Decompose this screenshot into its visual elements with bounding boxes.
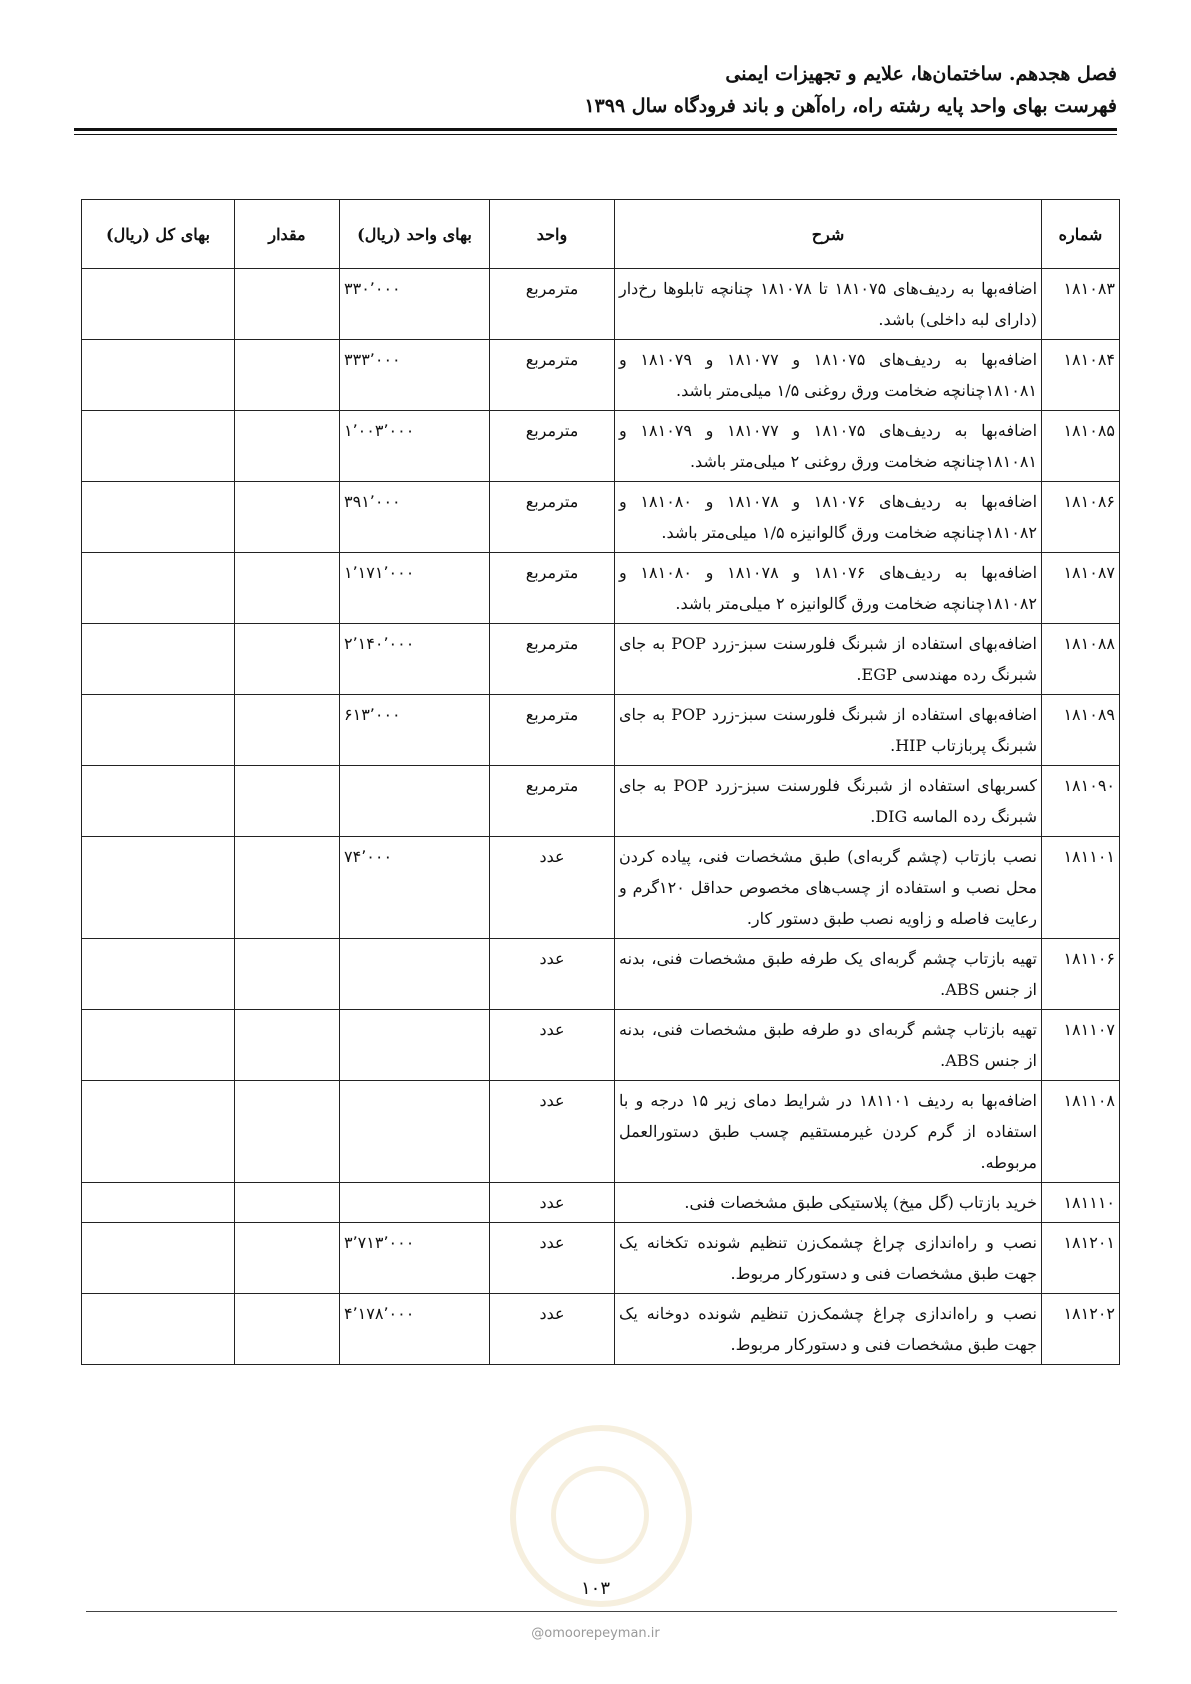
row-number: ۱۸۱۰۸۳ bbox=[1042, 269, 1120, 340]
table-body bbox=[82, 269, 1120, 1365]
row-total-price bbox=[82, 1223, 235, 1294]
footer-rule bbox=[86, 1611, 1117, 1612]
header-unit-price: بهای واحد (ریال) bbox=[340, 200, 490, 269]
row-unit: مترمربع bbox=[490, 695, 615, 766]
row-number: ۱۸۱۲۰۱ bbox=[1042, 1223, 1120, 1294]
row-total-price bbox=[82, 837, 235, 939]
row-number: ۱۸۱۱۰۶ bbox=[1042, 939, 1120, 1010]
page-header bbox=[74, 58, 1117, 122]
table-row bbox=[82, 695, 1120, 766]
row-number: ۱۸۱۱۰۱ bbox=[1042, 837, 1120, 939]
row-unit-price: ۴٬۱۷۸٬۰۰۰ bbox=[340, 1294, 490, 1365]
row-description: خرید بازتاب (گل میخ) پلاستیکی طبق مشخصات فنی. bbox=[615, 1183, 1042, 1223]
row-unit-price bbox=[340, 1183, 490, 1223]
row-unit-price: ۳٬۷۱۳٬۰۰۰ bbox=[340, 1223, 490, 1294]
row-number: ۱۸۱۰۸۴ bbox=[1042, 340, 1120, 411]
row-total-price bbox=[82, 1010, 235, 1081]
row-unit-price: ۷۴٬۰۰۰ bbox=[340, 837, 490, 939]
row-quantity bbox=[235, 1183, 340, 1223]
header-number: شماره bbox=[1042, 200, 1120, 269]
table-row bbox=[82, 837, 1120, 939]
table-row bbox=[82, 1223, 1120, 1294]
row-quantity bbox=[235, 269, 340, 340]
row-unit-price: ۱٬۰۰۳٬۰۰۰ bbox=[340, 411, 490, 482]
header-description: شرح bbox=[615, 200, 1042, 269]
row-total-price bbox=[82, 269, 235, 340]
row-unit: مترمربع bbox=[490, 269, 615, 340]
row-total-price bbox=[82, 695, 235, 766]
row-description: تهیه بازتاب چشم گربه‌ای دو طرفه طبق مشخصات فنی، بدنه از جنس ABS. bbox=[615, 1010, 1042, 1081]
row-description: اضافه‌بها به ردیف‌های ۱۸۱۰۷۵ و ۱۸۱۰۷۷ و ۱۸۱۰۷۹ و ۱۸۱۰۸۱چنانچه ضخامت ورق روغنی ۱/۵ میلی‌متر باشد. bbox=[615, 340, 1042, 411]
table-row bbox=[82, 1294, 1120, 1365]
table-row bbox=[82, 340, 1120, 411]
row-number: ۱۸۱۲۰۲ bbox=[1042, 1294, 1120, 1365]
row-unit-price bbox=[340, 939, 490, 1010]
table-row bbox=[82, 1010, 1120, 1081]
row-description: اضافه‌بهای استفاده از شبرنگ فلورسنت سبز-زرد POP به جای شبرنگ پربازتاب HIP. bbox=[615, 695, 1042, 766]
row-description: نصب بازتاب (چشم گربه‌ای) طبق مشخصات فنی، پیاده کردن محل نصب و استفاده از چسب‌های مخصوص حداقل ۱۲۰گرم و رعایت فاصله و زاویه نصب طبق دستور کار. bbox=[615, 837, 1042, 939]
chapter-title: فصل هجدهم. ساختمان‌ها، علایم و تجهیزات ایمنی bbox=[725, 63, 1117, 85]
row-number: ۱۸۱۰۸۷ bbox=[1042, 553, 1120, 624]
row-quantity bbox=[235, 1294, 340, 1365]
row-unit-price bbox=[340, 1010, 490, 1081]
row-total-price bbox=[82, 553, 235, 624]
table-row bbox=[82, 624, 1120, 695]
row-description: اضافه‌بها به ردیف ۱۸۱۱۰۱ در شرایط دمای زیر ۱۵ درجه و با استفاده از گرم کردن غیرمستقیم چسب طبق دستورالعمل مربوطه. bbox=[615, 1081, 1042, 1183]
table-row bbox=[82, 482, 1120, 553]
row-unit: عدد bbox=[490, 1294, 615, 1365]
row-total-price bbox=[82, 1183, 235, 1223]
table-row bbox=[82, 766, 1120, 837]
row-description: نصب و راه‌اندازی چراغ چشمک‌زن تنظیم شونده تکخانه یک جهت طبق مشخصات فنی و دستورکار مربوط. bbox=[615, 1223, 1042, 1294]
table-row bbox=[82, 553, 1120, 624]
row-number: ۱۸۱۰۸۹ bbox=[1042, 695, 1120, 766]
row-number: ۱۸۱۱۱۰ bbox=[1042, 1183, 1120, 1223]
row-number: ۱۸۱۰۸۵ bbox=[1042, 411, 1120, 482]
row-number: ۱۸۱۱۰۸ bbox=[1042, 1081, 1120, 1183]
table-row bbox=[82, 939, 1120, 1010]
row-description: اضافه‌بهای استفاده از شبرنگ فلورسنت سبز-زرد POP به جای شبرنگ رده مهندسی EGP. bbox=[615, 624, 1042, 695]
row-quantity bbox=[235, 1010, 340, 1081]
row-unit-price: ۳۳۰٬۰۰۰ bbox=[340, 269, 490, 340]
page-number: ۱۰۳ bbox=[580, 1578, 610, 1599]
row-description: کسربهای استفاده از شبرنگ فلورسنت سبز-زرد POP به جای شبرنگ رده الماسه DIG. bbox=[615, 766, 1042, 837]
row-number: ۱۸۱۰۹۰ bbox=[1042, 766, 1120, 837]
row-description: اضافه‌بها به ردیف‌های ۱۸۱۰۷۵ و ۱۸۱۰۷۷ و ۱۸۱۰۷۹ و ۱۸۱۰۸۱چنانچه ضخامت ورق روغنی ۲ میلی‌متر باشد. bbox=[615, 411, 1042, 482]
row-unit-price: ۳۹۱٬۰۰۰ bbox=[340, 482, 490, 553]
row-quantity bbox=[235, 939, 340, 1010]
table-row bbox=[82, 1081, 1120, 1183]
row-total-price bbox=[82, 766, 235, 837]
row-description: تهیه بازتاب چشم گربه‌ای یک طرفه طبق مشخصات فنی، بدنه از جنس ABS. bbox=[615, 939, 1042, 1010]
row-total-price bbox=[82, 482, 235, 553]
row-unit-price bbox=[340, 1081, 490, 1183]
row-total-price bbox=[82, 340, 235, 411]
row-quantity bbox=[235, 624, 340, 695]
row-quantity bbox=[235, 1081, 340, 1183]
row-total-price bbox=[82, 1294, 235, 1365]
row-quantity bbox=[235, 411, 340, 482]
header-unit: واحد bbox=[490, 200, 615, 269]
price-list-title: فهرست بهای واحد پایه رشته راه، راه‌آهن و باند فرودگاه سال ۱۳۹۹ bbox=[584, 95, 1117, 117]
row-number: ۱۸۱۰۸۶ bbox=[1042, 482, 1120, 553]
header-total-price: بهای کل (ریال) bbox=[82, 200, 235, 269]
table-row bbox=[82, 411, 1120, 482]
row-unit: عدد bbox=[490, 1223, 615, 1294]
row-quantity bbox=[235, 553, 340, 624]
row-unit-price: ۲٬۱۴۰٬۰۰۰ bbox=[340, 624, 490, 695]
table-row bbox=[82, 1183, 1120, 1223]
row-unit: عدد bbox=[490, 837, 615, 939]
row-quantity bbox=[235, 1223, 340, 1294]
row-description: اضافه‌بها به ردیف‌های ۱۸۱۰۷۶ و ۱۸۱۰۷۸ و ۱۸۱۰۸۰ و ۱۸۱۰۸۲چنانچه ضخامت ورق گالوانیزه ۲ میلی‌متر باشد. bbox=[615, 553, 1042, 624]
row-unit: عدد bbox=[490, 1183, 615, 1223]
row-total-price bbox=[82, 1081, 235, 1183]
row-unit: مترمربع bbox=[490, 624, 615, 695]
table-row bbox=[82, 269, 1120, 340]
header-quantity: مقدار bbox=[235, 200, 340, 269]
row-quantity bbox=[235, 837, 340, 939]
row-total-price bbox=[82, 939, 235, 1010]
row-unit: مترمربع bbox=[490, 340, 615, 411]
row-number: ۱۸۱۱۰۷ bbox=[1042, 1010, 1120, 1081]
header-rule-thick bbox=[74, 128, 1117, 131]
row-quantity bbox=[235, 482, 340, 553]
row-unit-price: ۱٬۱۷۱٬۰۰۰ bbox=[340, 553, 490, 624]
footer-website: @omoorepeyman.ir bbox=[531, 1626, 660, 1641]
row-quantity bbox=[235, 766, 340, 837]
table-header-row bbox=[82, 200, 1120, 269]
row-unit: مترمربع bbox=[490, 482, 615, 553]
price-table bbox=[81, 199, 1120, 1365]
header-rule-thin bbox=[74, 134, 1117, 135]
row-quantity bbox=[235, 695, 340, 766]
row-total-price bbox=[82, 411, 235, 482]
row-description: اضافه‌بها به ردیف‌های ۱۸۱۰۷۵ تا ۱۸۱۰۷۸ چنانچه تابلوها رخ‌دار (دارای لبه داخلی) باشد. bbox=[615, 269, 1042, 340]
row-quantity bbox=[235, 340, 340, 411]
row-description: نصب و راه‌اندازی چراغ چشمک‌زن تنظیم شونده دوخانه یک جهت طبق مشخصات فنی و دستورکار مربوط. bbox=[615, 1294, 1042, 1365]
row-description: اضافه‌بها به ردیف‌های ۱۸۱۰۷۶ و ۱۸۱۰۷۸ و ۱۸۱۰۸۰ و ۱۸۱۰۸۲چنانچه ضخامت ورق گالوانیزه ۱/۵ میلی‌متر باشد. bbox=[615, 482, 1042, 553]
row-number: ۱۸۱۰۸۸ bbox=[1042, 624, 1120, 695]
row-unit-price bbox=[340, 766, 490, 837]
row-unit: مترمربع bbox=[490, 766, 615, 837]
row-unit: مترمربع bbox=[490, 411, 615, 482]
row-unit: مترمربع bbox=[490, 553, 615, 624]
row-total-price bbox=[82, 624, 235, 695]
row-unit: عدد bbox=[490, 1081, 615, 1183]
row-unit: عدد bbox=[490, 1010, 615, 1081]
row-unit-price: ۳۳۳٬۰۰۰ bbox=[340, 340, 490, 411]
row-unit-price: ۶۱۳٬۰۰۰ bbox=[340, 695, 490, 766]
row-unit: عدد bbox=[490, 939, 615, 1010]
